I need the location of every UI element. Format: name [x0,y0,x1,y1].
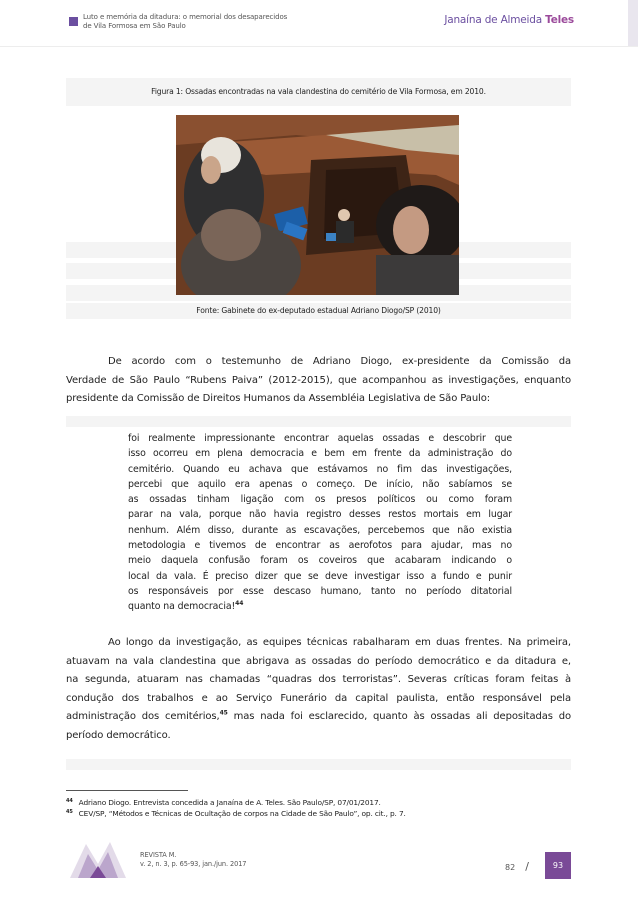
paragraph-2-text: administração dos cemitérios, [66,711,220,722]
paragraph-1-line: Verdade de São Paulo “Rubens Paiva” (2012-2015), que acompanhou as investigações, enquanto [66,374,571,386]
paragraph-2-text: mas nada foi esclarecido, quanto às ossadas ali depositadas do [227,711,571,722]
footnote-44 [66,797,571,808]
paragraph-1-line: presidente da Comissão de Direitos Humanos da Assembléia Legislativa de São Paulo: [66,393,491,404]
page-separator: / [525,860,529,873]
shade-band [66,416,571,427]
journal-issue: v. 2, n. 3, p. 65-93, jan./jun. 2017 [140,860,247,868]
shade-band [66,759,571,770]
quote-line: meio daquela confusão foram os coveiros que acabaram indicando o [128,555,512,567]
running-title-line2: de Vila Formosa em São Paulo [83,22,186,30]
page-header [0,0,638,46]
quote-line: local da vala. É preciso dizer que se deve investigar isso a fundo e punir [128,570,512,582]
author-name [444,14,574,26]
journal-logo-icon [66,838,130,880]
quote-line: cemitério. Quando eu achava que estávamos no fim das investigações, [128,463,512,475]
page-edge-bar [628,0,638,46]
figure-caption: Figura 1: Ossadas encontradas na vala clandestina do cemitério de Vila Formosa, em 2010. [151,87,486,96]
page-indicator [505,860,538,873]
quote-line: os responsáveis por esse descaso humano, tanto no período ditatorial [128,585,512,597]
quote-line: percebi que aquilo era apenas o começo. De início, não sabíamos se [128,478,512,490]
journal-name: REVISTA M. [140,851,177,859]
quote-line: parar na vala, porque não havia registro desses restos mortais em lugar [128,509,512,521]
excavation-photo [176,115,459,295]
paragraph-2-line: atuavam na vala clandestina que abrigava as ossadas do período democrático e da ditadura e, [66,655,571,667]
quote-line: metodologia e tivemos de encontrar as aerofotos para ajudar, mas no [128,540,512,552]
running-title [83,13,287,31]
current-page: 82 [505,863,516,872]
figure-source: Fonte: Gabinete do ex-deputado estadual Adriano Diogo/SP (2010) [196,306,441,315]
quote-last-line [128,599,512,614]
footnote-ref-44[interactable]: 44 [235,600,244,608]
paragraph-2-line: período democrático. [66,729,171,741]
quote-line: foi realmente impressionante encontrar aquelas ossadas e descobrir que [128,433,512,444]
block-quote [128,431,512,615]
footnote-text: Adriano Diogo. Entrevista concedida a Janaína de A. Teles. São Paulo/SP, 07/01/2017. [78,798,381,807]
footnote-number: 45 [66,808,73,815]
header-square-icon [69,17,78,26]
paragraph-1 [66,353,571,409]
footnote-text: CEV/SP, “Métodos e Técnicas de Ocultação de corpos na Cidade de São Paulo”, op. cit., p. 7. [78,809,406,818]
quote-line: isso ocorreu em plena democracia e bem em frente da administração do [128,448,512,460]
paragraph-2 [66,634,571,745]
author-last-name: Teles [545,14,574,26]
quote-line: nenhum. Além disso, durante as escavações, percebemos que não existia [128,524,512,536]
paragraph-2-line: Ao longo da investigação, as equipes técnicas rabalharam em duas frentes. Na primeira, [108,637,571,648]
total-pages-badge: 93 [545,852,571,879]
footnote-ref-45[interactable]: 45 [219,709,228,717]
header-divider [0,46,638,47]
footnote-45 [66,808,571,819]
paragraph-2-line: condução dos trabalhos e ao Serviço Funerário da capital paulista, então responsável pela [66,692,571,704]
quote-line: as ossadas tinham ligação com os presos políticos ou como foram [128,494,512,506]
running-title-line1: Luto e memória da ditadura: o memorial dos desaparecidos [83,13,288,21]
author-first-name: Janaína de Almeida [444,14,542,26]
paragraph-1-line: De acordo com o testemunho de Adriano Diogo, ex-presidente da Comissão da [108,356,571,367]
quote-line: quanto na democracia! [128,601,236,613]
paragraph-2-line-5 [66,708,571,727]
footnote-number: 44 [66,797,73,804]
journal-info [140,851,246,869]
footnote-divider [66,790,188,791]
paragraph-2-line: na segunda, atuaram nas chamadas “quadras dos terroristas”. Severas críticas foram feitas à [66,674,571,685]
footnotes [66,797,571,819]
